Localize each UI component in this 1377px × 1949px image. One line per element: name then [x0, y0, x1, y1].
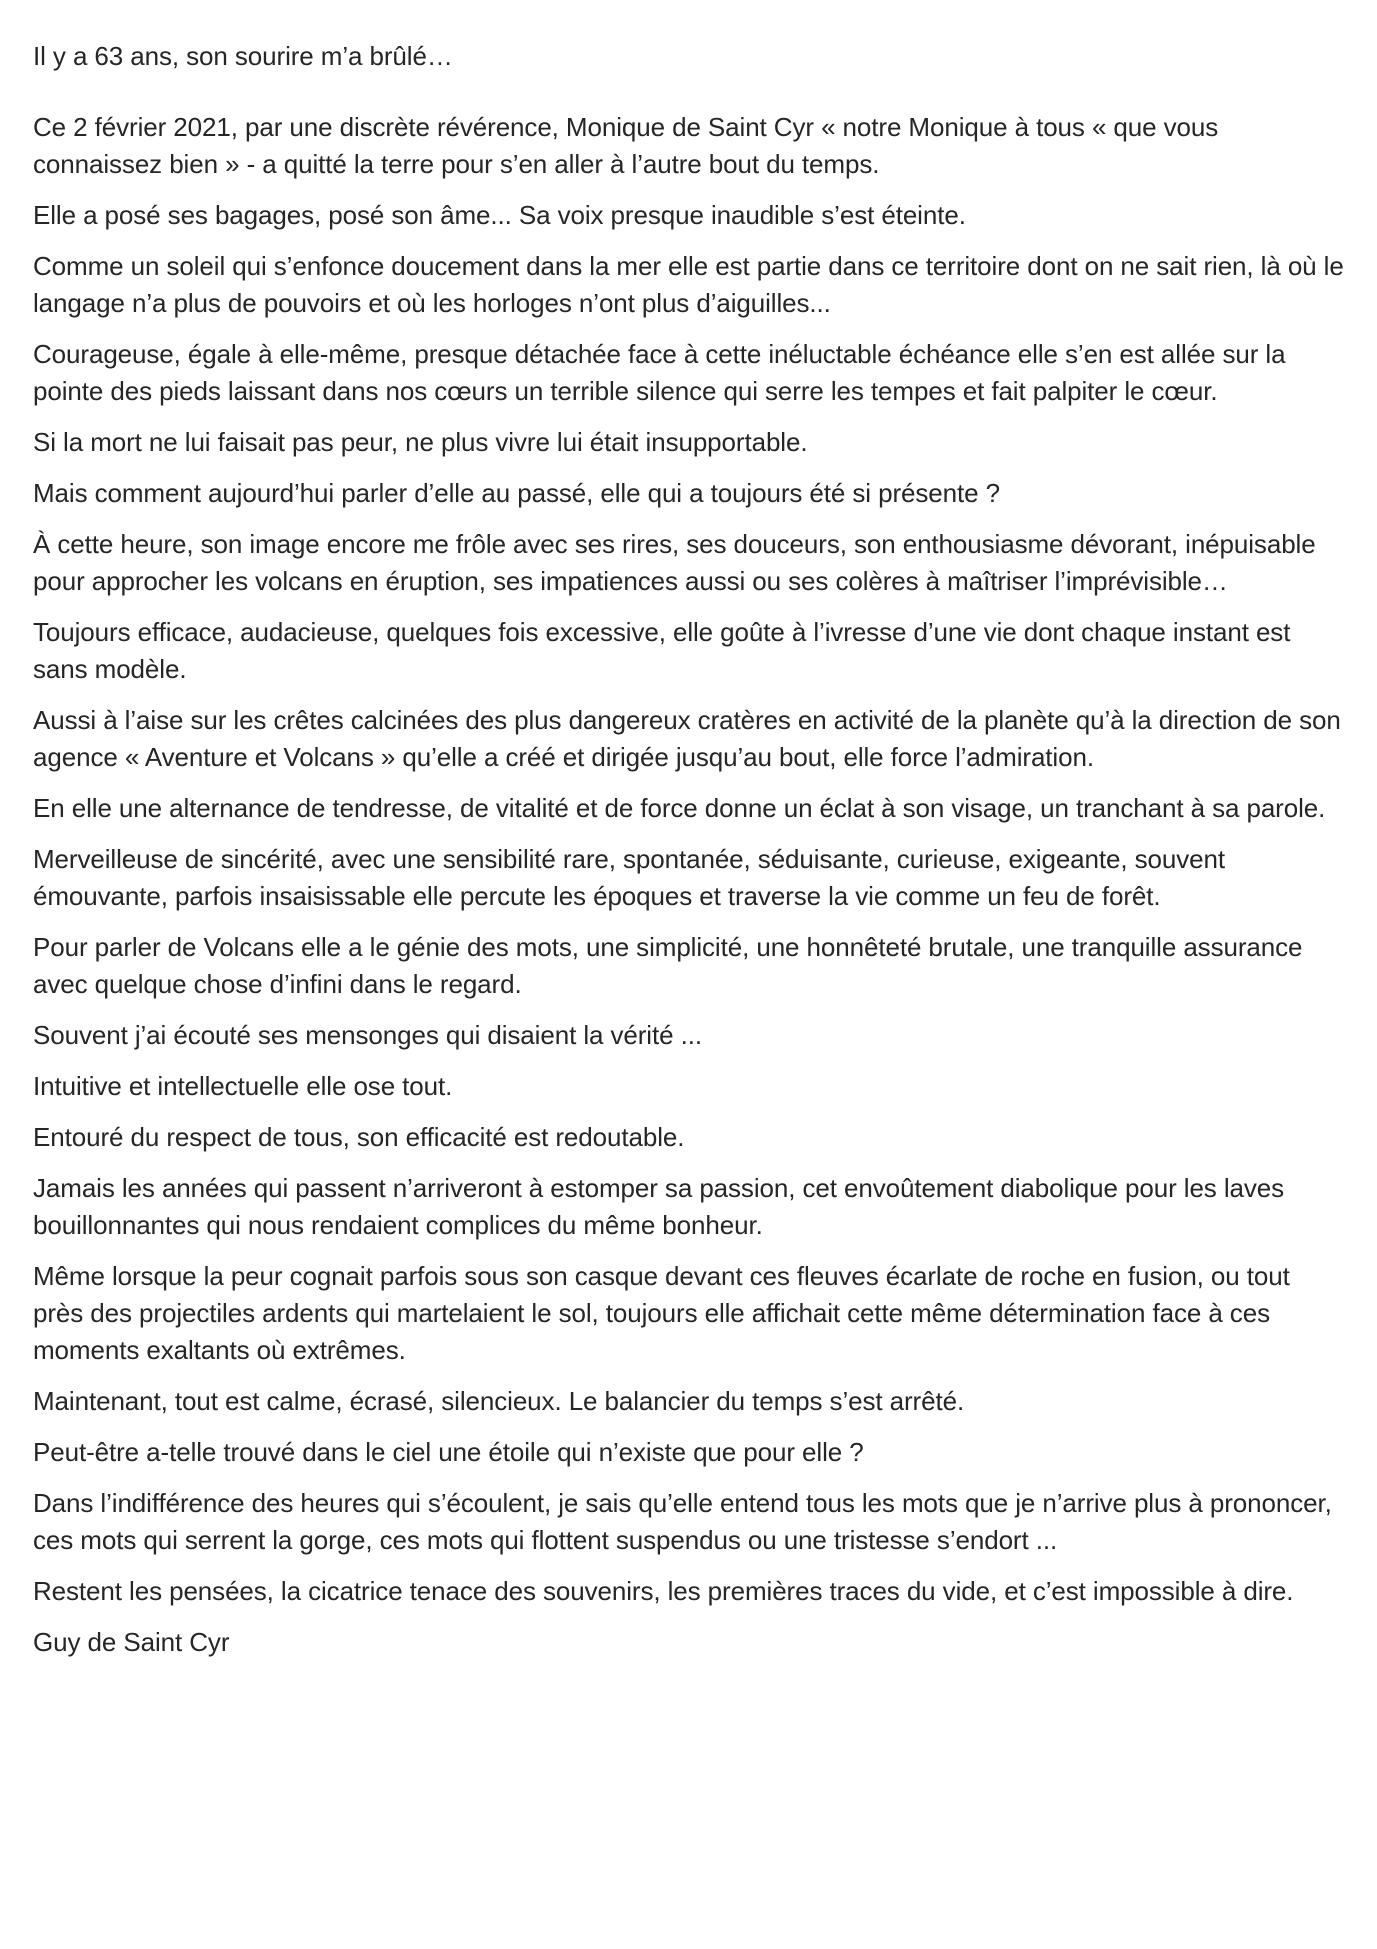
letter-paragraph: Courageuse, égale à elle-même, presque détachée face à cette inéluctable échéance elle s’en est allée sur la pointe des pieds laissant dans nos cœurs un terrible silence qui serre les tempes et fait palpiter le cœur.: [33, 339, 1286, 406]
letter-paragraph: Peut-être a-telle trouvé dans le ciel une étoile qui n’existe que pour elle ?: [33, 1437, 864, 1467]
letter-paragraph: Comme un soleil qui s’enfonce doucement dans la mer elle est partie dans ce territoire dont on ne sait rien, là où le langage n’a plus de pouvoirs et où les horloges n’ont plus d’aiguilles...: [33, 251, 1344, 318]
letter-paragraph: Souvent j’ai écouté ses mensonges qui disaient la vérité ...: [33, 1020, 702, 1050]
letter-paragraph: Merveilleuse de sincérité, avec une sensibilité rare, spontanée, séduisante, curieuse, exigeante, souvent émouvante, parfois insaisissable elle percute les époques et traverse la vie comme un feu de forêt.: [33, 844, 1225, 911]
letter-paragraph: Intuitive et intellectuelle elle ose tout.: [33, 1071, 453, 1101]
letter-paragraph: Entouré du respect de tous, son efficacité est redoutable.: [33, 1122, 685, 1152]
letter-paragraph: Elle a posé ses bagages, posé son âme... Sa voix presque inaudible s’est éteinte.: [33, 200, 966, 230]
letter-page: [33, 38, 1345, 1661]
letter-paragraph: Maintenant, tout est calme, écrasé, silencieux. Le balancier du temps s’est arrêté.: [33, 1386, 965, 1416]
letter-signature: Guy de Saint Cyr: [33, 1627, 230, 1657]
letter-paragraph: Jamais les années qui passent n’arriveront à estomper sa passion, cet envoûtement diabolique pour les laves bouillonnantes qui nous rendaient complices du même bonheur.: [33, 1173, 1285, 1240]
letter-paragraph: Mais comment aujourd’hui parler d’elle au passé, elle qui a toujours été si présente ?: [33, 478, 1000, 508]
letter-paragraph: À cette heure, son image encore me frôle avec ses rires, ses douceurs, son enthousiasme dévorant, inépuisable pour approcher les volcans en éruption, ses impatiences aussi ou ses colères à maîtriser l’imprévisible…: [33, 529, 1316, 596]
letter-paragraph: Pour parler de Volcans elle a le génie des mots, une simplicité, une honnêteté brutale, une tranquille assurance avec quelque chose d’infini dans le regard.: [33, 932, 1303, 999]
letter-paragraph: Aussi à l’aise sur les crêtes calcinées des plus dangereux cratères en activité de la planète qu’à la direction de son agence « Aventure et Volcans » qu’elle a créé et dirigée jusqu’au bout, elle force l’admiration.: [33, 705, 1341, 772]
letter-opening-line: Il y a 63 ans, son sourire m’a brûlé…: [33, 41, 453, 71]
letter-paragraph: Ce 2 février 2021, par une discrète révérence, Monique de Saint Cyr « notre Monique à tous « que vous connaissez bien » - a quitté la terre pour s’en aller à l’autre bout du temps.: [33, 112, 1219, 179]
letter-paragraph: Si la mort ne lui faisait pas peur, ne plus vivre lui était insupportable.: [33, 427, 808, 457]
letter-paragraph: Restent les pensées, la cicatrice tenace des souvenirs, les premières traces du vide, et c’est impossible à dire.: [33, 1576, 1294, 1606]
letter-paragraph: En elle une alternance de tendresse, de vitalité et de force donne un éclat à son visage, un tranchant à sa parole.: [33, 793, 1326, 823]
letter-paragraph: Même lorsque la peur cognait parfois sous son casque devant ces fleuves écarlate de roche en fusion, ou tout près des projectiles ardents qui martelaient le sol, toujours elle affichait cette même détermination face à ces moments exaltants où extrêmes.: [33, 1261, 1290, 1365]
letter-paragraph: Dans l’indifférence des heures qui s’écoulent, je sais qu’elle entend tous les mots que je n’arrive plus à prononcer, ces mots qui serrent la gorge, ces mots qui flottent suspendus ou une tristesse s’endort ...: [33, 1488, 1332, 1555]
letter-paragraph: Toujours efficace, audacieuse, quelques fois excessive, elle goûte à l’ivresse d’une vie dont chaque instant est sans modèle.: [33, 617, 1291, 684]
